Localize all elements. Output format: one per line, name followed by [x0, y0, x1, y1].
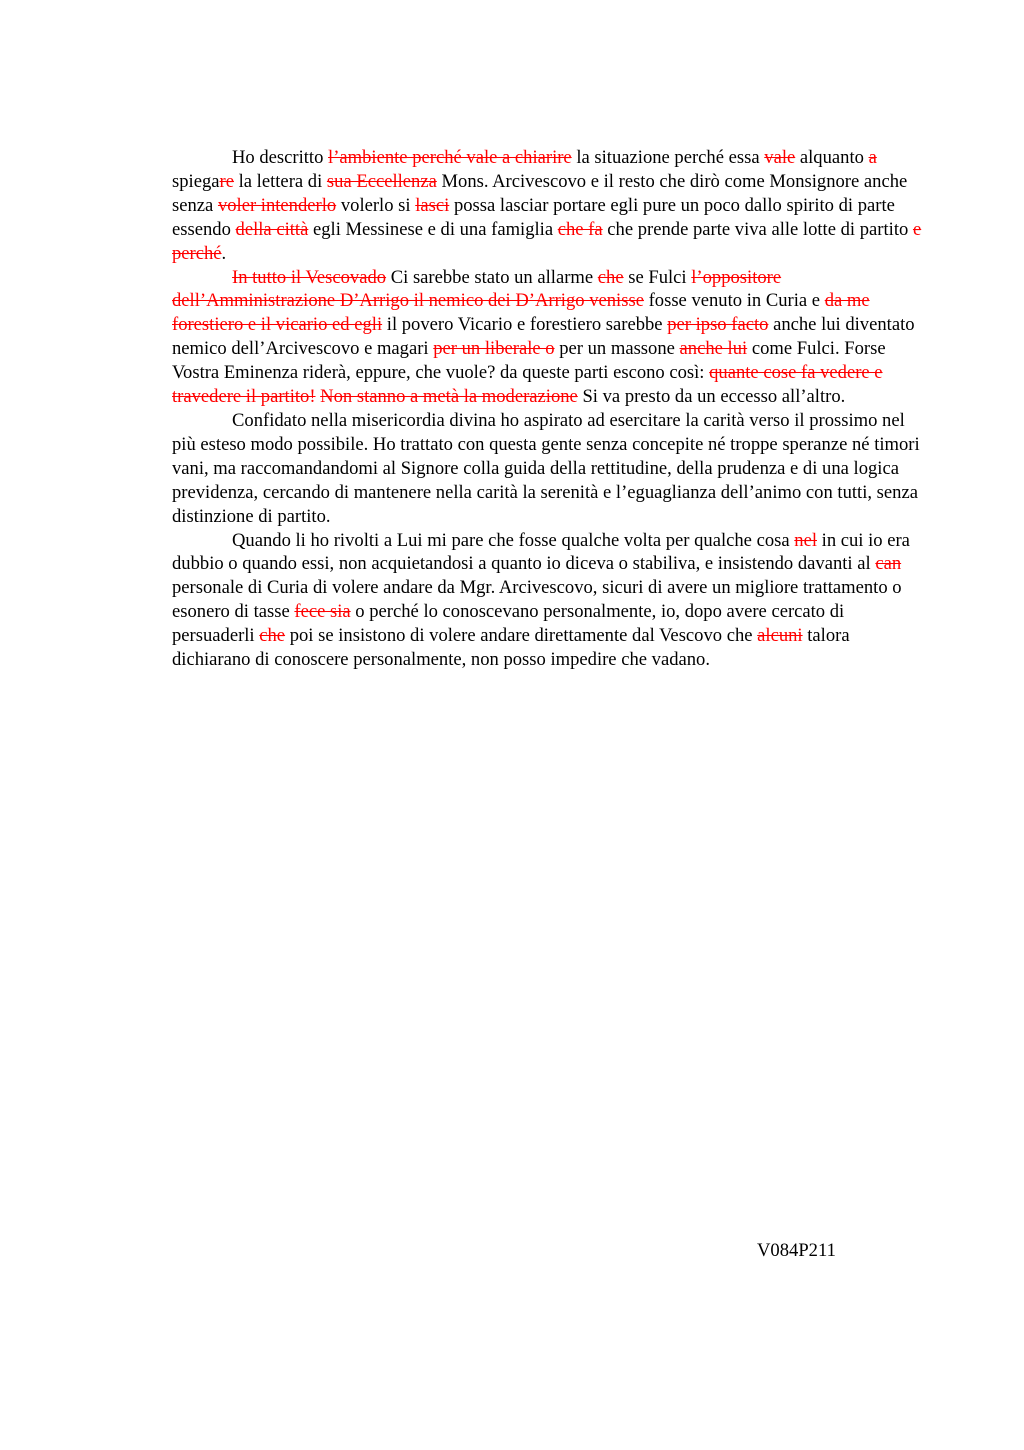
text-segment: alquanto: [795, 147, 869, 168]
paragraph: [172, 529, 928, 672]
deleted-text: che: [259, 625, 286, 647]
deleted-text: della città: [235, 218, 309, 240]
deleted-text: vale: [764, 147, 796, 168]
text-segment: Confidato nella misericordia divina ho aspirato ad esercitare la carità verso il prossimo nel più esteso modo possibile. Ho trattato con questa gente senza concepite né troppe speranze né timori vani, ma raccomandandomi al Signore colla guida della rettitudine, della prudenza e di una logica previdenza, cercando di mantenere nella carità la serenità e l’eguaglianza dell’animo con tutti, senza distinzione di partito.: [172, 409, 920, 527]
deleted-text: lasci: [415, 194, 450, 216]
text-segment: poi se insistono di volere andare direttamente dal Vescovo che: [285, 625, 758, 647]
text-segment: se Fulci: [623, 266, 692, 288]
text-segment: la lettera di: [233, 170, 327, 192]
paragraph: [172, 409, 928, 529]
deleted-text: quante cose fa vedere e travedere il partito!: [172, 362, 883, 408]
text-segment: possa lasciar portare egli pure un poco dallo spirito di parte essendo: [172, 194, 895, 240]
deleted-text: re: [219, 170, 234, 192]
text-segment: come Fulci. Forse Vostra Eminenza riderà, eppure, che vuole? da queste parti escono così:: [172, 338, 886, 384]
deleted-text: fece sia: [294, 601, 351, 623]
text-segment: volerlo si: [336, 194, 416, 216]
deleted-text: voler intenderlo: [217, 194, 337, 216]
text-segment: Si va presto da un eccesso all’altro.: [577, 386, 846, 408]
text-segment: Quando li ho rivolti a Lui mi pare che fosse qualche volta per qualche cosa: [232, 529, 795, 551]
deleted-text: Non stanno a metà la moderazione: [320, 386, 578, 408]
deleted-text: l’ambiente perché vale a chiarire: [328, 147, 572, 168]
deleted-text: da me forestiero e il vicario ed egli: [172, 290, 870, 336]
text-segment: la situazione perché essa: [571, 147, 765, 168]
deleted-text: nel: [794, 529, 817, 551]
text-segment: per un massone: [554, 338, 680, 360]
deleted-text: e perché: [172, 218, 922, 264]
deleted-text: can: [875, 553, 902, 575]
text-segment: anche lui diventato nemico dell’Arcivescovo e magari: [172, 314, 915, 360]
deleted-text: sua Eccellenza: [326, 170, 437, 192]
text-segment: spiega: [172, 170, 220, 192]
deleted-text: l’oppositore dell’Amministrazione D’Arrigo il nemico dei D’Arrigo venisse: [172, 266, 782, 312]
deleted-text: che: [597, 266, 624, 288]
page-code: V084P211: [757, 1240, 836, 1261]
deleted-text: In tutto il Vescovado: [232, 266, 387, 288]
text-segment: Mons. Arcivescovo e il resto che dirò come Monsignore anche senza: [172, 170, 908, 216]
deleted-text: che fa: [557, 218, 603, 240]
paragraph: [172, 266, 928, 409]
text-segment: egli Messinese e di una famiglia: [308, 218, 558, 240]
text-segment: .: [221, 242, 227, 264]
text-segment: Ci sarebbe stato un allarme: [386, 266, 598, 288]
text-segment: Ho descritto: [232, 147, 329, 168]
text-segment: in cui io era dubbio o quando essi, non acquietandosi a quanto io diceva o stabiliva, e insistendo davanti al: [172, 529, 910, 575]
deleted-text: anche lui: [679, 338, 748, 360]
deleted-text: per un liberale o: [433, 338, 555, 360]
deleted-text: alcuni: [757, 625, 803, 647]
deleted-text: a: [868, 147, 877, 168]
text-segment: il povero Vicario e forestiero sarebbe: [382, 314, 668, 336]
paragraph: [172, 146, 928, 266]
body-text: [172, 146, 928, 672]
text-segment: che prende parte viva alle lotte di partito: [602, 218, 913, 240]
text-segment: talora dichiarano di conoscere personalmente, non posso impedire che vadano.: [172, 625, 850, 671]
deleted-text: per ipso facto: [667, 314, 769, 336]
text-segment: o perché lo conoscevano personalmente, io, dopo avere cercato di persuaderli: [172, 601, 845, 647]
text-segment: personale di Curia di volere andare da Mgr. Arcivescovo, sicuri di avere un migliore trattamento o esonero di tasse: [172, 577, 902, 623]
text-segment: fosse venuto in Curia e: [643, 290, 825, 312]
